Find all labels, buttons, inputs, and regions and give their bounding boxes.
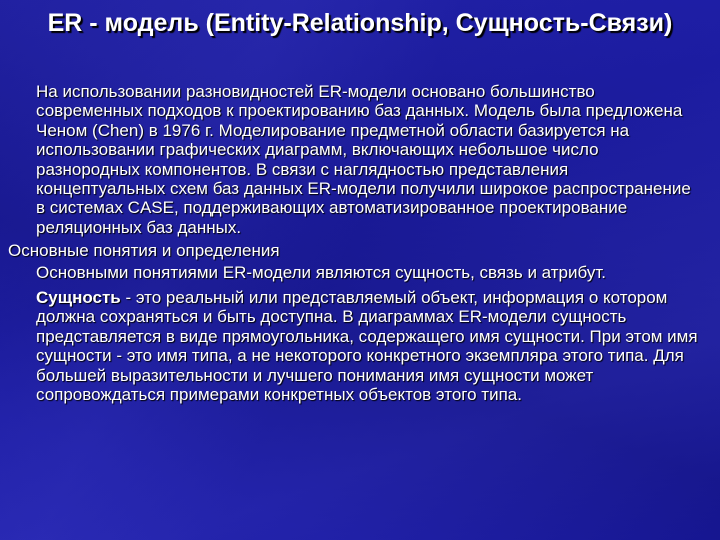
concepts-paragraph: Основными понятиями ER-модели являются сущность, связь и атрибут. [36,262,606,282]
entity-term: Сущность [36,288,121,308]
entity-definition: - это реальный или представляемый объект, информация о котором должна сохраняться и быть доступна. В диаграммах ER-модели сущность представляется в виде прямоугольника, содержащего имя сущности. При этом имя сущности - это имя типа, а не некоторого конкретного экземпляра этого типа. Для большей выразительности и лучшего понимания имя сущности может сопровождаться примерами конкретных объектов этого типа. [36,288,698,405]
slide-title: ER - модель (Entity-Relationship, Сущность-Связи) [47,9,673,37]
section-heading: Основные понятия и определения [8,241,280,261]
slide-body [0,82,715,405]
intro-paragraph: На использовании разновидностей ER-модели основано большинство современных подходов к проектированию баз данных. Модель была предложена Ченом (Chen) в 1976 г. Моделирование предметной области базируется на использовании графических диаграмм, включающих небольшое число разнородных компонентов. В связи с наглядностью представления концептуальных схем баз данных ER-модели получили широкое распространение в системах CASE, поддерживающих автоматизированное проектирование реляционных баз данных. [36,82,691,237]
entity-paragraph [0,288,715,404]
